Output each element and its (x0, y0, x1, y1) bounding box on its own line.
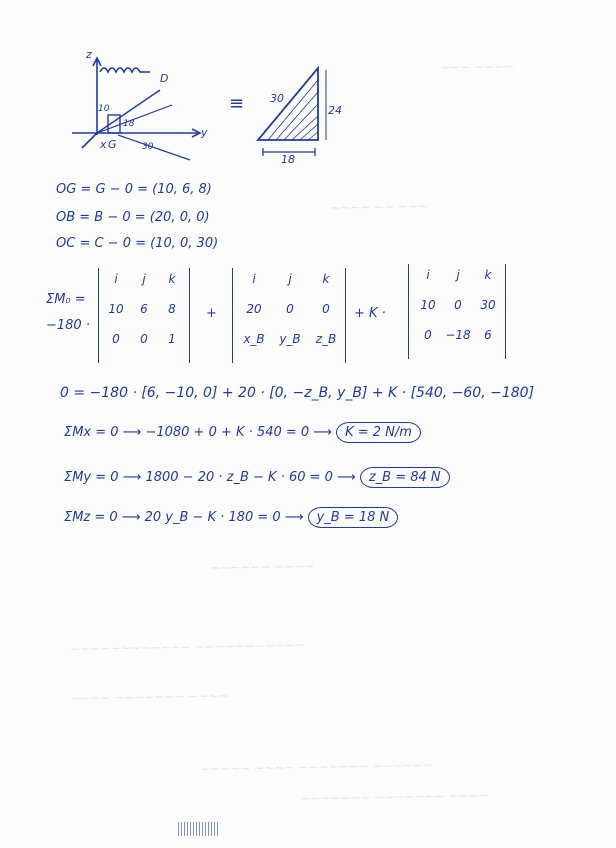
scanner-mark (178, 822, 218, 836)
det2-r1c2: 0 (286, 302, 294, 316)
dim-30-label: 30 (142, 142, 154, 152)
moment-y-text: ΣMy = 0 ⟶ 1800 − 20 · z_B − K · 60 = 0 ⟶ (64, 470, 356, 485)
vector-ob: OB = B − 0 = (20, 0, 0) (56, 210, 210, 225)
moment-x-text: ΣMx = 0 ⟶ −1080 + 0 + K · 540 = 0 ⟶ (64, 425, 332, 440)
zb-result: z_B = 84 N (360, 467, 450, 488)
axis-x-label: x (100, 138, 107, 151)
determinant-2 (232, 268, 346, 363)
bleed-through-text: ~~~ ~~~~ (439, 59, 515, 75)
bleed-through-text: ~~~~ ~~~~~~~ ~~~~ (69, 688, 229, 706)
det2-i: i (252, 272, 256, 286)
point-g-label: G (108, 138, 117, 151)
det3-j: j (456, 268, 460, 282)
plus-k-term: + K · (354, 306, 386, 321)
det2-j: j (288, 272, 292, 286)
moment-force-coef: −180 · (46, 318, 90, 333)
triangle-height-label: 24 (328, 104, 342, 117)
axis-z-label: z (86, 48, 92, 61)
moment-x-equation (64, 425, 421, 440)
det3-r1c1: 10 (420, 298, 436, 312)
vector-oc: OC = C − 0 = (10, 0, 30) (56, 236, 219, 251)
dim-10-label: 10 (98, 104, 110, 114)
k-result: K = 2 N/m (336, 422, 421, 443)
det3-r1c2: 0 (454, 298, 462, 312)
determinant-1 (98, 268, 190, 363)
det2-r1c3: 0 (322, 302, 330, 316)
det2-r2c3: z_B (315, 332, 337, 346)
moment-z-equation (64, 510, 398, 525)
plus-sign: + (206, 306, 217, 321)
det1-r1c3: 8 (168, 302, 176, 316)
det2-r1c1: 20 (246, 302, 262, 316)
det1-j: j (142, 272, 146, 286)
bleed-through-text: ~~~~~ ~~~~ ~~~~~~~ ~~~~~~ (199, 757, 433, 777)
det1-r1c2: 6 (140, 302, 148, 316)
det1-r2c2: 0 (140, 332, 148, 346)
det3-i: i (426, 268, 430, 282)
det3-k: k (484, 268, 492, 282)
det1-k: k (168, 272, 176, 286)
det1-i: i (114, 272, 118, 286)
moment-z-text: ΣMz = 0 ⟶ 20 y_B − K · 180 = 0 ⟶ (64, 510, 304, 525)
force-sketch (0, 0, 616, 200)
det3-r2c1: 0 (424, 328, 432, 342)
bleed-through-text: ~~~~ ~~ ~~~ (329, 199, 429, 215)
moment-y-equation (64, 470, 450, 485)
triangle-base-label: 18 (281, 153, 295, 166)
det1-r1c1: 10 (108, 302, 124, 316)
expanded-equation: 0 = −180 · [6, −10, 0] + 20 · [0, −z_B, y_B] + K · [540, −60, −180] (60, 385, 535, 401)
vector-og: OG = G − 0 = (10, 6, 8) (56, 182, 212, 197)
det2-r2c2: y_B (279, 332, 301, 346)
det3-r1c3: 30 (480, 298, 496, 312)
det2-r2c1: x_B (243, 332, 265, 346)
bleed-through-text: ~~~~~~ ~~~~ (209, 559, 315, 575)
bleed-through-text: ~~~~~~~~~~~~ ~~~~~~~~~~~ (69, 637, 306, 657)
det3-r2c3: 6 (484, 328, 492, 342)
determinant-3 (408, 264, 506, 359)
moment-lhs: ΣM₀ = (46, 292, 86, 307)
axis-y-label: y (201, 126, 208, 139)
det1-r2c3: 1 (168, 332, 176, 346)
dim-18-label: 18 (123, 119, 135, 129)
det1-r2c1: 0 (112, 332, 120, 346)
det2-k: k (322, 272, 330, 286)
bleed-through-text: ~~~~~~~ ~~~~~~~ ~~~~ (299, 788, 489, 806)
triangle-hypotenuse-label: 30 (270, 92, 284, 105)
yb-result: y_B = 18 N (308, 507, 399, 528)
point-d-label: D (160, 72, 169, 85)
equivalence-sign: ≡ (229, 93, 245, 114)
det3-r2c2: −18 (445, 328, 471, 342)
